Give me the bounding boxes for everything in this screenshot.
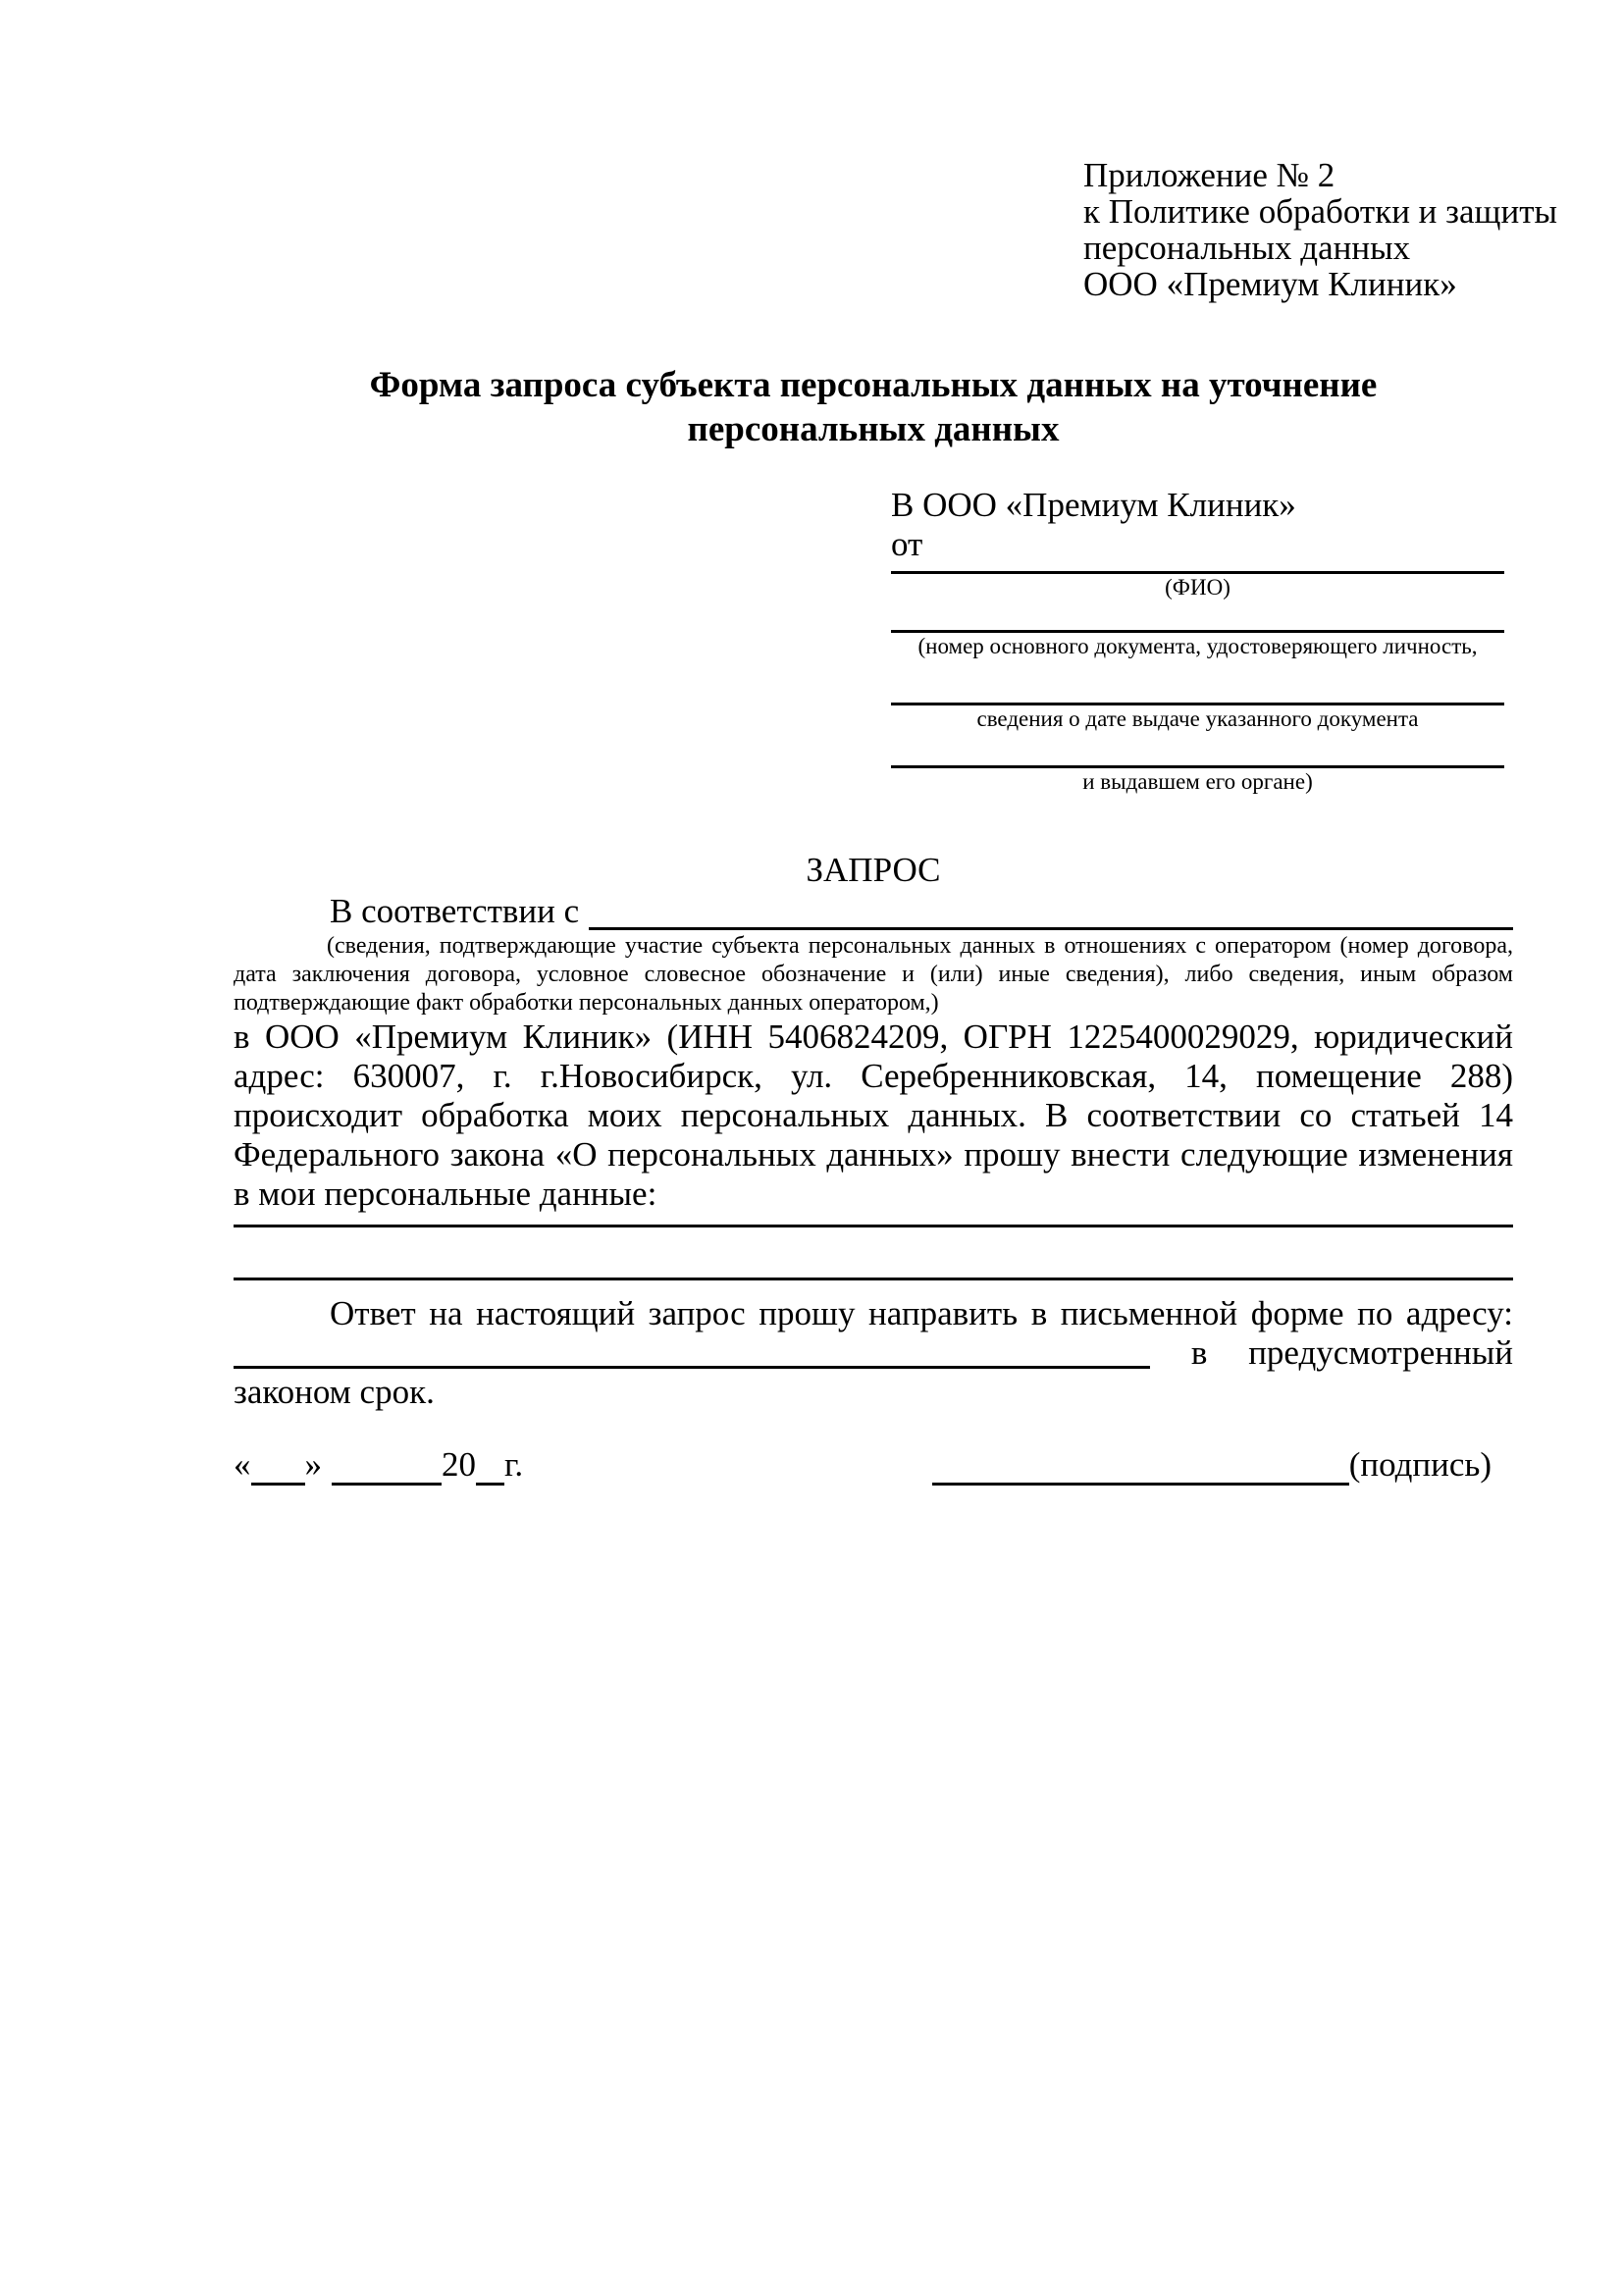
request-heading: ЗАПРОС [806, 851, 941, 889]
date-close-quote: » [304, 1445, 322, 1484]
issuing-authority-blank-line [891, 733, 1504, 768]
appendix-policy-line2: персональных данных [1083, 229, 1411, 267]
reply-word-predusmotrennyi: предусмотренный [1248, 1333, 1513, 1372]
signature-group [932, 1445, 1492, 1485]
date-year-prefix: 20 [442, 1445, 476, 1484]
page-title [234, 363, 1513, 451]
issue-date-blank-line [891, 660, 1504, 705]
appendix-number: Приложение № 2 [1083, 156, 1335, 194]
date-open-quote: « [234, 1445, 251, 1484]
reply-address-row [234, 1333, 1513, 1373]
changes-blank-line-1 [234, 1214, 1513, 1227]
intro-footnote: (сведения, подтверждающие участие субъекта персональных данных в отношениях с оператором (номер договора, дата заключения договора, условное словесное обозначение и (или) иные сведения), либо сведения, иным образом подтверждающие факт обработки персональных данных оператором,) [234, 933, 1513, 1016]
reply-sentence: Ответ на настоящий запрос прошу направить в письменной форме по адресу: [330, 1294, 1513, 1332]
issuing-authority-caption: и выдавшем его органе) [1082, 769, 1313, 794]
date-month-blank [332, 1454, 442, 1486]
date-year-suffix: г. [504, 1445, 524, 1484]
appendix-header [1083, 156, 1558, 303]
signature-caption: (подпись) [1348, 1445, 1492, 1484]
date-group [234, 1445, 523, 1485]
document-number-blank-line [891, 601, 1504, 633]
intro-row [234, 892, 1513, 930]
intro-blank-line [589, 895, 1513, 930]
request-body-paragraph: в ООО «Премиум Клиник» (ИНН 5406824209, ОГРН 1225400029029, юридический адрес: 630007, г. г.Новосибирск, ул. Серебренниковская, 14, помещение 288) происходит обработка моих персональных данных. В соответствии со статьей 14 Федерального закона «О персональных данных» прошу внести следующие изменения в мои персональные данные: [234, 1018, 1513, 1213]
reply-sentence-end: законом срок. [234, 1373, 435, 1411]
addressee-block [891, 486, 1504, 796]
issue-date-caption: сведения о дате выдаче указанного документа [976, 706, 1419, 731]
date-signature-row [234, 1445, 1513, 1485]
page-title-line1: Форма запроса субъекта персональных данных на уточнение [369, 365, 1378, 405]
changes-blank-line-2 [234, 1227, 1513, 1280]
signature-blank-line [932, 1454, 1349, 1486]
fio-caption: (ФИО) [1165, 575, 1230, 600]
date-year-blank [476, 1454, 504, 1486]
page-title-line2: персональных данных [687, 409, 1060, 449]
date-day-blank [251, 1454, 305, 1486]
appendix-policy-line1: к Политике обработки и защиты [1083, 192, 1558, 231]
intro-prefix: В соответствии с [330, 892, 580, 930]
reply-address-blank-line [234, 1339, 1150, 1369]
addressee-to: В ООО «Премиум Клиник» [891, 486, 1296, 524]
document-number-caption: (номер основного документа, удостоверяющего личность, [917, 634, 1478, 658]
reply-word-v: в [1190, 1333, 1208, 1372]
appendix-company: ООО «Премиум Клиник» [1083, 265, 1457, 303]
addressee-from-label: от [891, 525, 923, 563]
fio-blank-line [891, 564, 1504, 574]
document-content [234, 156, 1558, 1485]
